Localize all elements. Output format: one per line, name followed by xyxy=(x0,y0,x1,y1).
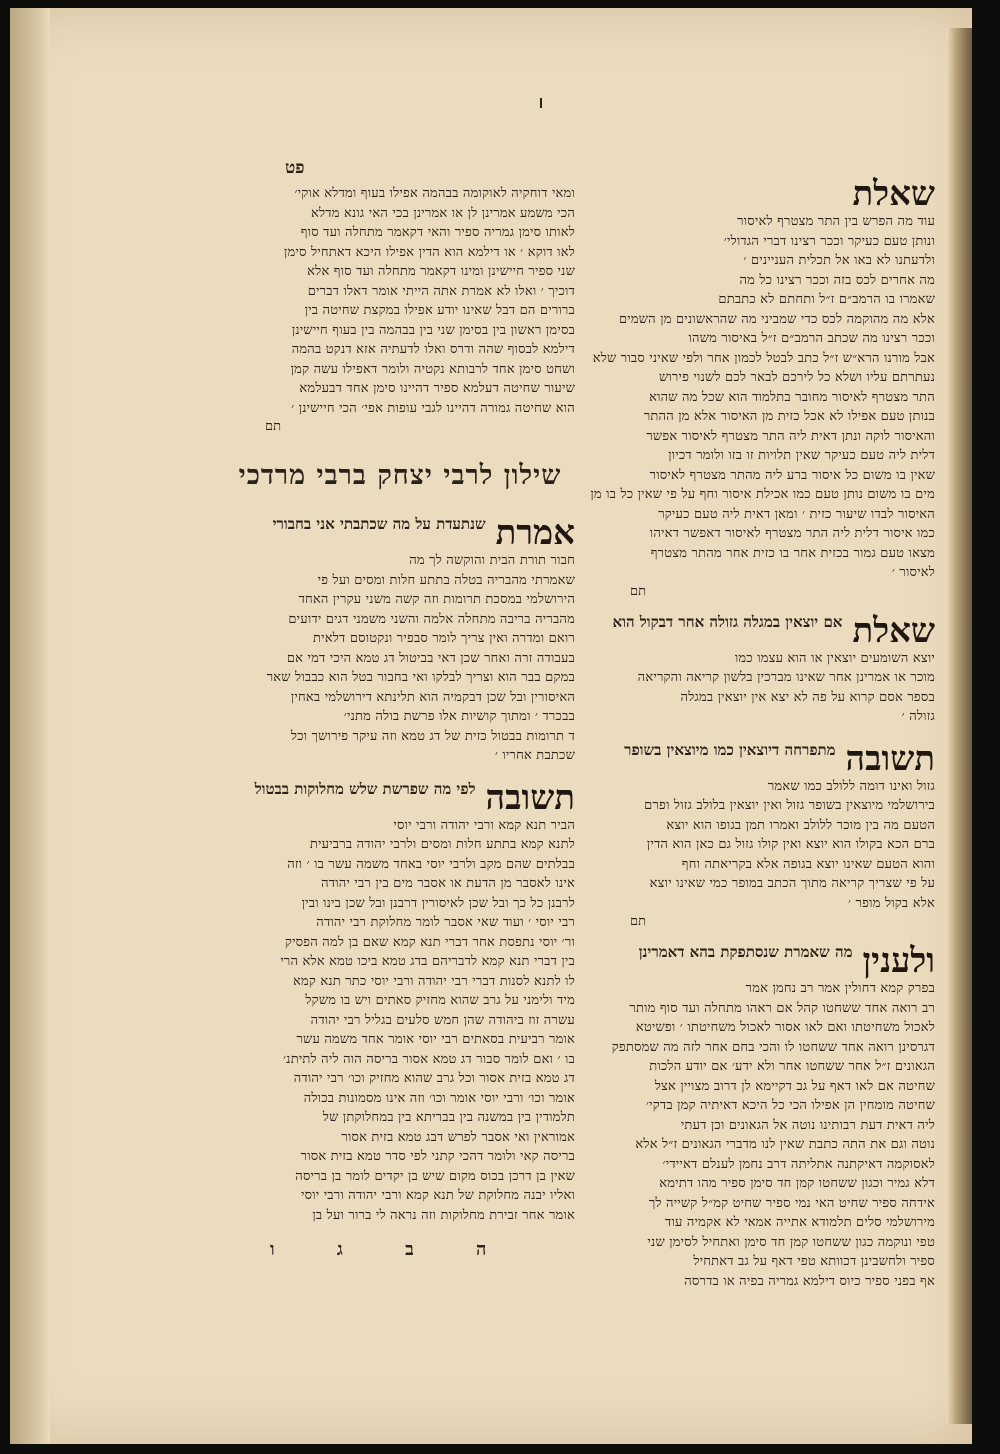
section-body xyxy=(590,979,935,1291)
text-line: לו לתנא לסנות דברי רבי יהודה ורבי יוסי כתר תנא קמא xyxy=(292,973,575,989)
text-line: רואם ומדרה ואין צריך לומר סבפיר ונקטוסם דלאית xyxy=(313,631,575,646)
left-top-text xyxy=(225,184,575,418)
text-section xyxy=(590,738,935,930)
text-line: מהבריה בריבה מתחלה אלמה והשני משמני דגים ידועים xyxy=(288,611,575,627)
text-line: מצאו טעם גמור בכזית אחר בו כזית אחר מהתר מצטרף xyxy=(650,545,935,561)
text-line: ולדעתנו לא באו אל תכלית העניינים ׳ xyxy=(743,253,935,268)
left-sections xyxy=(225,515,575,1225)
text-line: אבל מורנו הרא״ש ז״ל כתב לבטל לכמון אחר ולפי שאיני סבור שלא xyxy=(592,350,935,366)
text-line: מים בו משום נותן טעם כמו אכילת איסור וחף על פי שאין כל בו מן xyxy=(590,487,935,502)
text-line: ליה דאית דעת רבותינו נוטה אל הגאונים וכן דעתי xyxy=(680,1117,935,1133)
text-line: הגאונים ז״ל אחר ששחטו אחר ולא ידע׳ אם יודע הלכות xyxy=(649,1059,935,1074)
section-body xyxy=(225,551,575,766)
text-line: עשרה זוז ביהודה שהן חמש סלעים בגליל רבי יהודה xyxy=(310,1012,575,1028)
right-column xyxy=(590,176,935,1305)
text-line: אומר וכו׳ ורבי יוסי אומר וכו׳ וזה אינו מסמונות בכולה xyxy=(303,1090,575,1106)
text-line: לרבנן כל כך ובל שכן לאיסורין דרבנן ובל שכן בינו ובין xyxy=(301,895,575,911)
section-end: תם xyxy=(630,914,647,929)
text-line: במקם בבר הוא וצריך לבלקו ואי בחבור בטל הוא כבבול שאר xyxy=(266,670,575,685)
text-line: רבי יוסי ׳ ועוד שאי אסבר לומר מחלוקת רבי יהודה xyxy=(316,915,575,930)
text-line: בנותן טעם אפילו לא אכל כזית מן האיסור אלא מן ההתר xyxy=(643,409,935,424)
text-line: הירושלמי במסכת תרומות וזה קשה משני עקרין האחד xyxy=(298,592,575,607)
section-heading: תשובה xyxy=(485,777,575,818)
book-page xyxy=(10,8,972,1444)
page-edge xyxy=(946,28,972,1424)
page-gutter xyxy=(10,8,50,1444)
text-line: דלא גמיר וכגון ששחטו קמן חד סימן ספיר מהו דתימא xyxy=(659,1176,935,1191)
text-line: הכי משמע אמרינן לן או אמרינן בכי האי גונא מדלא xyxy=(310,205,575,221)
text-line: ספיר ולחשבינן דכוותא טפי דאף על גב דאתחיל xyxy=(693,1254,935,1269)
text-line: שאמרתי מהבריה בטלה בתתע חלות ומסים ועל פי xyxy=(317,572,575,588)
section-subheading: אם יוצאין במגלה גזולה אחר דבקול הוא xyxy=(612,612,843,631)
text-line: נוטה וגם את התה כתבת שאין לנו מדברי הגאונים ז״ל אלא xyxy=(635,1137,935,1152)
folio-number: פט xyxy=(285,158,305,178)
text-section xyxy=(225,777,575,1226)
text-line: אומר רביעית בסאתים רבי יוסי אומר אחד משמה עשר xyxy=(296,1032,575,1047)
text-line: ברם הכא בקולו הוא יוצא ואין קולו גזול גם כאן הוא הדין xyxy=(646,837,935,852)
section-heading: אמרת xyxy=(495,513,575,553)
page-mark xyxy=(540,98,542,108)
left-column xyxy=(225,158,575,1260)
text-line: כמו איסור דלית ליה התר מצטרף לאיסור דאפשר דאיהו xyxy=(649,526,935,541)
text-line: לאסוקמה דאיקתנה אתליתה דרב נחמן לענלם דאיידי׳ xyxy=(662,1156,935,1172)
section-subheading: מה שאמרת שנסתפקת בהא דאמרינן xyxy=(638,943,853,961)
text-line: על פי שצריך קריאה מתוך הכתב במופר כמי שאינו יוצא xyxy=(649,876,935,891)
text-line: וככר רצינו מה שכתב הרמב״ם ז״ל באיסור משהו xyxy=(688,331,935,346)
text-line: האיסור לבדו שיעור כזית ׳ ומאן דאית ליה טעם כעיקר xyxy=(658,506,935,522)
text-line: רב רואה אחד ששחטו קהל אם ראהו מתחלה ועד סוף מותר xyxy=(629,1000,935,1016)
text-line: בריסה קאי ולומר דהכי קתני לפי סדר טמא בזית אסור xyxy=(300,1149,575,1164)
section-subheading: שנתעדת על מה שכתבתי אני בחבורי xyxy=(272,515,486,533)
text-line: אלא בקול מופר ׳ xyxy=(848,895,935,911)
text-line: בפרק קמא דחולין אמר רב נחמן אמר xyxy=(745,981,935,996)
text-line: עוד מה הפרש בין התר מצטרף לאיסור xyxy=(737,214,935,229)
text-line: גזולה ׳ xyxy=(901,709,935,724)
section-subheading: לפי מה שפרשת שלש מחלוקות בבטול xyxy=(254,779,476,798)
text-line: דגרסינן רואה אחד ששחטו לו והכי בחם אחר לזה מה שמסתפק xyxy=(611,1039,935,1055)
text-line: לתנא קמא בתתע חלות ומסים ולרבי יהודה ברביעית xyxy=(309,837,575,852)
text-line: אמוראין ואי אסבר לפרש דבג טמא בזית אסור xyxy=(341,1129,575,1145)
section-end: תם xyxy=(630,583,647,599)
text-line: בירושלמי מיוצאין בשופר גזול ואין יוצאין בלולב גזול ופרם xyxy=(644,798,935,813)
text-line: הוא שחיטה גמורה דהיינו לגבי עופות אפי׳ הכי חיישינן ׳ xyxy=(291,400,575,416)
text-line: בעבודה זרה ואחר שכן דאי בביטול דג טמא היכי דמי אם xyxy=(286,650,575,666)
section-heading: שאלת xyxy=(852,610,935,651)
text-line: טפי ונוקמה כגון ששחטו קמן חד סימן ואתחיל לסימן שני xyxy=(647,1234,935,1250)
text-line: נעתרתם עליו ושלא כל לירכם לבאר לכם לשנוי פירוש xyxy=(658,370,935,385)
text-line: אלא מה מהוקמה לכס כדי שמביני מה שהראשונים מן השמים xyxy=(618,311,935,327)
text-line: שאמרו בו הרמב״ם ז״ל ותחתם לא כתבתם xyxy=(718,292,935,307)
section-body xyxy=(225,816,575,1226)
section-body xyxy=(590,777,935,914)
section-heading: תשובה xyxy=(845,738,935,779)
text-line: מה אחרים לכס בזה וככר רצינו כל מה xyxy=(739,272,935,288)
text-line: דוכיך ׳ ואלו לא אמרת אתה הייתי אומר דאלו דברים xyxy=(307,283,575,299)
text-line: והוא הטעם שאינו יוצא בגופה אלא בקריאתה וחף xyxy=(681,856,935,872)
text-line: שאין בן דרכן בכוס מקום שיש בן יקדים לומר בן בריסה xyxy=(295,1168,575,1184)
section-subheading: מתפרחה דיוצאין כמו מיוצאין בשופר xyxy=(624,740,836,759)
text-line: ור׳ יוסי נתפסת אחר דברי תנא קמא שאם בן למה הפסיק xyxy=(284,934,575,950)
text-line: בספר אסם קרוא על פה לא יצא אין יוצאין במגלה xyxy=(680,689,935,705)
text-line: התר מצטרף לאיסור מחובר בתלמוד הוא שכל מה שהוא xyxy=(649,389,935,405)
text-line: לאו דוקא ׳ או דילמא הוא הדין אפילו היכא דאתחיל סימן xyxy=(284,244,575,260)
text-line: הטעם מה בין מוכר ללולב ואמרו תמן בגופו הוא יוצא xyxy=(666,817,935,833)
text-line: לאותו סימן גמריה ספיר והאי דקאמר מתחלה ועד סוף xyxy=(300,225,575,240)
text-line: דג טמא בזית אסור וכל גרב שהוא מחזיק וכו׳ רבי יהודה xyxy=(293,1071,575,1086)
text-line: דלית ליה טעם כעיקר שאין תלויות זו בזו ולומר דכיון xyxy=(668,448,935,463)
text-line: מירושלמי סלים תלמודא אתייה אמאי לא אקמיה עוד xyxy=(665,1215,935,1230)
section-body xyxy=(590,212,935,583)
text-line: לאכול משחיטתו ואם לאו אסור לאכול משחיטתו ׳ ופשיטא xyxy=(635,1020,935,1035)
text-line: ושחט סימן אחד לרבותא נקטיה ולומר דאפילו עשה קמן xyxy=(290,361,575,377)
text-line: אף בפני ספיר כיוס דילמא גמריה בפיה או בדרסה xyxy=(684,1273,935,1289)
text-line: ומאי דוחקיה לאוקומה בבהמה אפילו בעוף ומדלא אוקי׳ xyxy=(294,186,575,201)
section-heading: שאלת xyxy=(852,174,935,214)
text-section xyxy=(590,610,935,727)
text-line: גזול ואינו דומה ללולב כמו שאמר xyxy=(767,778,935,794)
text-line: בבכרד ׳ ומתוך קושיות אלו פרשת בולה מתני׳ xyxy=(343,709,575,724)
text-line: שכתבת אחריו ׳ xyxy=(494,748,575,763)
text-line: שחיטה אם לאו דאף על גב דקיימא לן דרוב מצויין אצל xyxy=(654,1078,935,1094)
section-body xyxy=(590,649,935,727)
text-line: בו ׳ ואם לומר סבור דג טמא אסור בריסה הוה ליה לתיתנ׳ xyxy=(283,1051,575,1067)
text-line: בין דברי תנא קמא לדבריהם בדג טמא ביכו טמא אלא הרי xyxy=(280,954,575,969)
text-line: ונותן טעם כעיקר וככר רצינו דברי הגדולי׳ xyxy=(723,233,935,249)
text-line: חבור תורת הבית והוקשה לך מה xyxy=(409,553,575,568)
text-line: מיד ולימני על גרב שהוא מחזיק סאתים ויש בו משקל xyxy=(305,993,575,1008)
text-line: שני ספיר חיישינן ומינו דקאמר מתחלה ועד סוף אלא xyxy=(307,264,575,279)
text-line: ברורים הם דבל שאינו יודע אפילו במקצת שחיטה בין xyxy=(304,303,575,318)
text-line: אומר אחר זבירת מחלוקות וזה נראה לי ברור ועל בן xyxy=(312,1207,575,1223)
text-line: בבלתים שהם מקב ולרבי יוסי באחד משמה עשר בו ׳ וזה xyxy=(287,856,575,872)
text-section xyxy=(225,515,575,766)
text-section xyxy=(590,943,935,1291)
text-line: תלמודין בין במשנה בין בבריתא בין במחלוקתן של xyxy=(322,1110,575,1125)
text-line: דילמא לבסוף שהה ודרס ואלו לדעתיה אזא דנקט בהמה xyxy=(291,342,575,357)
right-sections xyxy=(590,176,935,1291)
section-title: שילון לרבי יצחק ברבי מרדכי xyxy=(238,460,562,491)
text-line: מוכר או אמרינן אחר שאינו מברכין בלשון קריאה והקריאה xyxy=(637,670,935,685)
text-line: הביר תנא קמא ורבי יהודה ורבי יוסי xyxy=(393,817,575,833)
text-line: האיסורין ובל שכן דבקמיה הוא תלינתא דירושלמי באחין xyxy=(290,689,575,705)
text-line: ואליו יבנה מחלוקת של תנא קמא ורבי יהודה ורבי יוסי xyxy=(301,1188,575,1203)
text-section xyxy=(590,176,935,599)
text-line: שחיטה מומחין הן אפילו הכי כל היכא דאיתיה קמן בדקי׳ xyxy=(645,1098,935,1113)
printer-signature: ה ב ג ו xyxy=(270,1239,515,1260)
text-line: אידחה ספיר שחיט האי נמי ספיר שחיט קמ״ל קשייה לך xyxy=(648,1195,935,1211)
text-line: לאיסור ׳ xyxy=(891,565,935,580)
text-line: יוצא השומעים יוצאין או הוא עצמו כמו xyxy=(734,650,935,666)
text-line: והאיסור לוקה ונתן דאית ליה התר מצטרף לאיסור אפשר xyxy=(646,428,935,444)
text-line: שיעור שחיטה דעלמא ספיר דהיינו סימן אחד דבעלמא xyxy=(299,381,575,396)
text-line: שאין בו משום כל איסור ברע ליה מהתר מצטרף לאיסור xyxy=(649,467,935,483)
text-line: ד תרומות בבטול כזית של דג טמא וזה עיקר פירושך וכל xyxy=(290,728,575,744)
section-heading: ולענין xyxy=(862,941,935,981)
text-line: בסימן ראשון בין בסימן שני בין בבהמה בין בעוף חיישינן xyxy=(291,322,575,338)
text-line: אינו לאסבר מן הדעת או אסבר מים בין רבי יהודה xyxy=(321,876,575,891)
left-top-end: תם xyxy=(265,419,282,434)
